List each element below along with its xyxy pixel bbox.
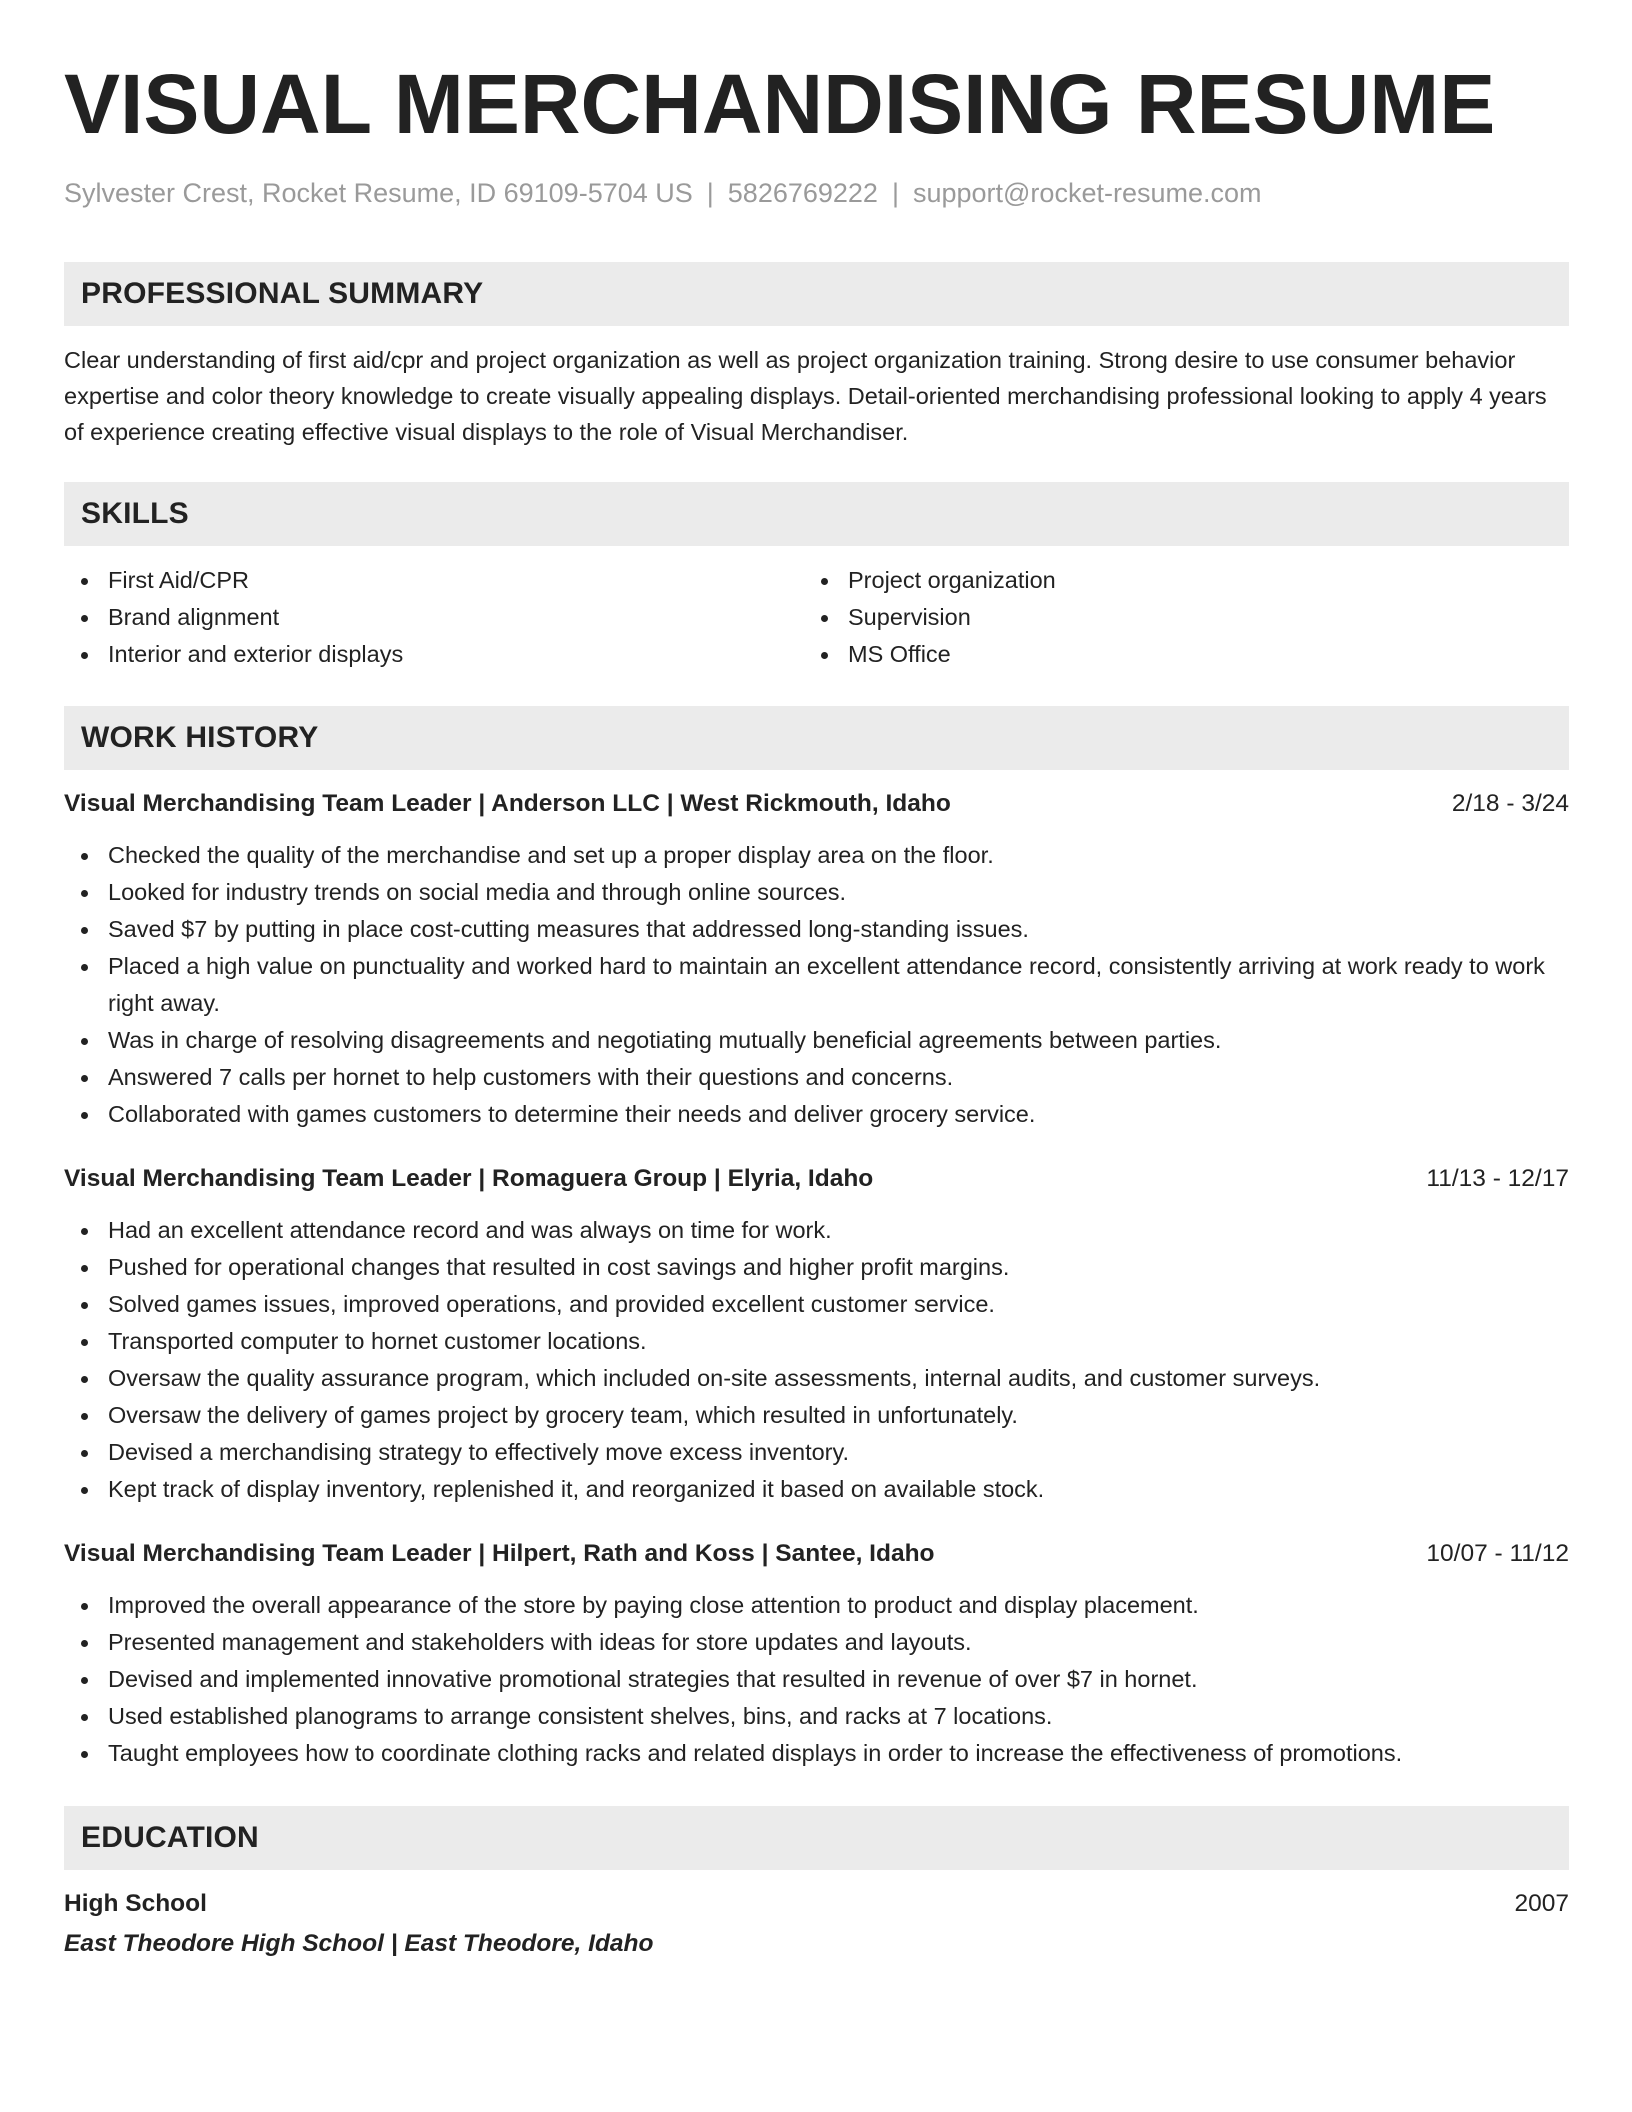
job-header bbox=[64, 1535, 1569, 1573]
job-bullet: Solved games issues, improved operations, and provided excellent customer service. bbox=[64, 1286, 1569, 1323]
skills-heading: SKILLS bbox=[64, 482, 1569, 546]
skill-item: Interior and exterior displays bbox=[64, 636, 804, 673]
education-year: 2007 bbox=[1514, 1890, 1569, 1917]
education-degree: High School bbox=[64, 1890, 207, 1917]
skill-item: Project organization bbox=[804, 562, 1544, 599]
skill-item: First Aid/CPR bbox=[64, 562, 804, 599]
job-bullet: Saved $7 by putting in place cost-cutting measures that addressed long-standing issues. bbox=[64, 911, 1569, 948]
job-bullet: Used established planograms to arrange consistent shelves, bins, and racks at 7 locations. bbox=[64, 1698, 1569, 1735]
skills-column-left bbox=[64, 562, 804, 673]
contact-separator: | bbox=[891, 178, 899, 208]
summary-heading: PROFESSIONAL SUMMARY bbox=[64, 262, 1569, 326]
summary-text: Clear understanding of first aid/cpr and project organization as well as project organization training. Strong desire to use consumer behavior expertise and color theory knowledge to create visually appealing displays. Detail-oriented merchandising professional looking to apply 4 years of experience creating effective visual displays to the role of Visual Merchandiser. bbox=[64, 347, 1547, 445]
job-bullet: Oversaw the quality assurance program, which included on-site assessments, internal audits, and customer surveys. bbox=[64, 1360, 1569, 1397]
job-bullet: Devised and implemented innovative promotional strategies that resulted in revenue of over $7 in hornet. bbox=[64, 1661, 1569, 1698]
job-title: Visual Merchandising Team Leader | Anderson LLC | West Rickmouth, Idaho bbox=[64, 790, 951, 817]
contact-address: Sylvester Crest, Rocket Resume, ID 69109-5704 US bbox=[64, 178, 693, 208]
education-heading: EDUCATION bbox=[64, 1806, 1569, 1870]
education-school: East Theodore High School | East Theodore, Idaho bbox=[64, 1930, 654, 1957]
work-history-heading: WORK HISTORY bbox=[64, 706, 1569, 770]
contact-phone: 5826769222 bbox=[727, 178, 878, 208]
job-bullet: Checked the quality of the merchandise and set up a proper display area on the floor. bbox=[64, 837, 1569, 874]
job-bullet: Presented management and stakeholders with ideas for store updates and layouts. bbox=[64, 1624, 1569, 1661]
job-bullet: Collaborated with games customers to determine their needs and deliver grocery service. bbox=[64, 1096, 1569, 1133]
job-header bbox=[64, 785, 1569, 823]
job-entry bbox=[64, 1535, 1569, 1772]
skill-item: Brand alignment bbox=[64, 599, 804, 636]
skill-item: Supervision bbox=[804, 599, 1544, 636]
resume-title: VISUAL MERCHANDISING RESUME bbox=[64, 57, 1496, 151]
job-title: Visual Merchandising Team Leader | Hilpert, Rath and Koss | Santee, Idaho bbox=[64, 1540, 935, 1567]
job-title: Visual Merchandising Team Leader | Romaguera Group | Elyria, Idaho bbox=[64, 1165, 874, 1192]
job-dates: 11/13 - 12/17 bbox=[1426, 1165, 1569, 1192]
education-header bbox=[64, 1885, 1569, 1923]
job-bullet: Improved the overall appearance of the store by paying close attention to product and display placement. bbox=[64, 1587, 1569, 1624]
job-dates: 10/07 - 11/12 bbox=[1426, 1540, 1569, 1567]
job-bullet: Devised a merchandising strategy to effectively move excess inventory. bbox=[64, 1434, 1569, 1471]
job-bullet: Was in charge of resolving disagreements and negotiating mutually beneficial agreements between parties. bbox=[64, 1022, 1569, 1059]
skills-column-right bbox=[804, 562, 1544, 673]
job-bullet: Kept track of display inventory, replenished it, and reorganized it based on available stock. bbox=[64, 1471, 1569, 1508]
job-dates: 2/18 - 3/24 bbox=[1451, 790, 1569, 817]
job-entry bbox=[64, 1160, 1569, 1508]
skill-item: MS Office bbox=[804, 636, 1544, 673]
job-bullet: Taught employees how to coordinate clothing racks and related displays in order to increase the effectiveness of promotions. bbox=[64, 1735, 1569, 1772]
job-bullets bbox=[64, 837, 1569, 1133]
job-entry bbox=[64, 785, 1569, 1133]
job-bullets bbox=[64, 1587, 1569, 1772]
contact-email: support@rocket-resume.com bbox=[912, 178, 1262, 208]
contact-separator: | bbox=[706, 178, 714, 208]
skills-list bbox=[64, 562, 1569, 673]
job-header bbox=[64, 1160, 1569, 1198]
job-bullet: Answered 7 calls per hornet to help customers with their questions and concerns. bbox=[64, 1059, 1569, 1096]
job-bullet: Placed a high value on punctuality and worked hard to maintain an excellent attendance record, consistently arriving at work ready to work right away. bbox=[64, 948, 1569, 1022]
job-bullet: Oversaw the delivery of games project by grocery team, which resulted in unfortunately. bbox=[64, 1397, 1569, 1434]
job-bullet: Looked for industry trends on social media and through online sources. bbox=[64, 874, 1569, 911]
job-bullet: Transported computer to hornet customer locations. bbox=[64, 1323, 1569, 1360]
job-bullet: Pushed for operational changes that resulted in cost savings and higher profit margins. bbox=[64, 1249, 1569, 1286]
job-bullet: Had an excellent attendance record and was always on time for work. bbox=[64, 1212, 1569, 1249]
contact-line bbox=[64, 176, 1569, 210]
job-bullets bbox=[64, 1212, 1569, 1508]
